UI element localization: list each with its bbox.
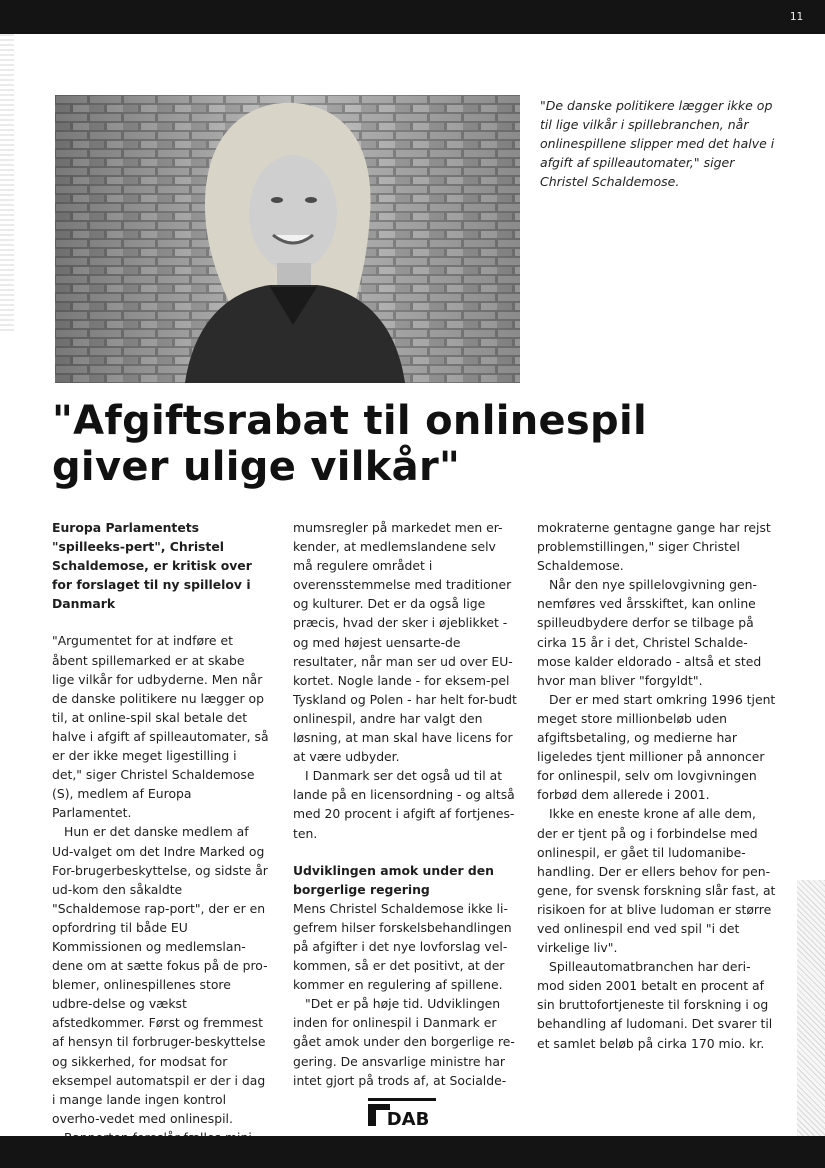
- logo-text: DAB: [386, 1109, 430, 1128]
- subheading: Udviklingen amok under den borgerlige regering: [293, 862, 494, 897]
- paragraph: Mens Christel Schaldemose ikke li-gefrem hilser forskelsbehandlingen på afgifter i det nye lovforslag vel-kommen, så er det positivt, at der kommer en regulering af spillene.: [293, 900, 512, 993]
- article-column-3: [537, 518, 777, 1053]
- paragraph: Ikke en eneste krone af alle dem, der er tjent på og i forbindelse med onlinespil, er gået til ludomanibe-handling. Der er ellers behov for pen-gene, for svensk forskning slår fast, at risikoen for at blive ludoman er større ved onlinespil end ved spil "i det virkelige liv".: [537, 806, 776, 956]
- page-number: 11: [789, 10, 803, 23]
- paragraph: Spilleautomatbranchen har deri-mod siden 2001 betalt en procent af sin bruttofortjeneste til forskning i og behandling af ludomani. Det svarer til et samlet beløb på cirka 170 mio. kr.: [537, 959, 773, 1051]
- paragraph: I Danmark ser det også ud til at lande på en licensordning - og altså med 20 procent i afgift af fortjenes-ten.: [293, 768, 515, 841]
- headline: [52, 398, 772, 490]
- article-lead: Europa Parlamentets "spilleeks-pert", Christel Schaldemose, er kritisk over for forslaget til ny spillelov i Danmark: [52, 520, 252, 612]
- portrait-illustration: [55, 95, 520, 383]
- paragraph: "Argumentet for at indføre et åbent spillemarked er at skabe lige vilkår for udbyderne. Men når de danske politikere nu lægger op til, at online-spil skal betale det halve i afgift af spilleautomater, så er der ikke meget ligestilling i det," siger Christel Schaldemose (S), medlem af Europa Parlamentet.: [52, 633, 269, 821]
- headline-line-1: "Afgiftsrabat til onlinespil: [52, 398, 647, 444]
- paragraph: "Det er på høje tid. Udviklingen inden for onlinespil i Danmark er gået amok under den borgerlige re-gering. De ansvarlige ministre har intet gjort på trods af, at Socialde-: [293, 996, 515, 1088]
- article-column-1: [52, 518, 270, 1147]
- paragraph: Der er med start omkring 1996 tjent meget store millionbeløb uden afgiftsbetaling, og medierne har ligeledes tjent millioner på annoncer for onlinespil, selv om lovgivningen forbød dem allerede i 2001.: [537, 691, 776, 803]
- bottom-bar: [0, 1136, 825, 1168]
- headline-line-2: giver ulige vilkår": [52, 444, 461, 490]
- paragraph: Når den nye spillelovgivning gen-nemføres ved årsskiftet, kan online spilleudbydere derfor se tilbage på cirka 15 år i det, Christel Schalde-mose kalder eldorado - altså et sted hvor man bliver "forgyldt".: [537, 577, 762, 688]
- scan-edge-left: [0, 34, 14, 334]
- paragraph: Hun er det danske medlem af Ud-valget om det Indre Marked og For-brugerbeskyttelse, og sidste år ud-kom den såkaldte "Schaldemose rap-port", der er en opfordring til både EU Kommissionen og medlemslan-dene om at sætte fokus på de pro-blemer, onlinespillenes store udbre-delse og vækst afstedkommer. Først og fremmest af hensyn til forbruger-beskyttelse og sikkerhed, for modsat for eksempel automatspil er der i dag i mange lande ingen kontrol overho-vedet med onlinespil.: [52, 824, 268, 1126]
- photo-caption: "De danske politikere lægger ikke op til lige vilkår i spillebranchen, når onlinespillene slipper med det halve i afgift af spilleautomater," siger Christel Schaldemose.: [540, 98, 775, 189]
- paragraph: mumsregler på markedet men er-kender, at medlemslandene selv må regulere området i overensstemmelse med traditioner og kulturer. Det er da også lige præcis, hvad der sker i øjeblikket - og med højest uensarte-de resultater, når man ser ud over EU-kortet. Nogle lande - for eksem-pel Tyskland og Polen - har helt for-budt onlinespil, andre har valgt den løsning, at man skal have licens for at være udbyder.: [293, 520, 517, 765]
- top-bar: [0, 0, 825, 34]
- article-column-2: [293, 518, 518, 1090]
- scan-edge-right: [797, 880, 825, 1136]
- portrait-photo: [55, 95, 520, 383]
- paragraph: mokraterne gentagne gange har rejst problemstillingen," siger Christel Schaldemose.: [537, 520, 771, 574]
- dab-logo: [368, 1098, 436, 1128]
